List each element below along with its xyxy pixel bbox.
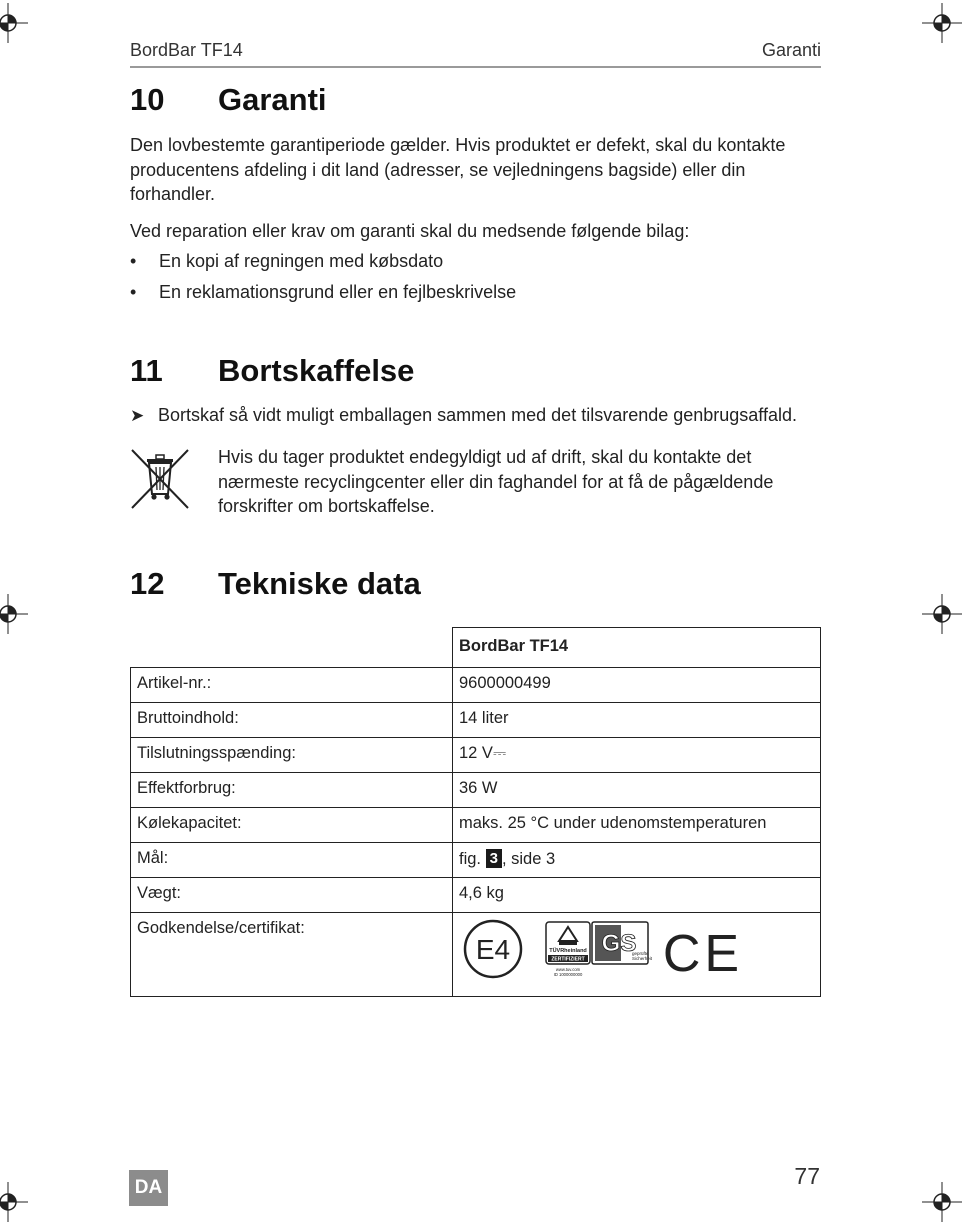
bullet-icon: • [130,251,137,271]
figure-ref-prefix: fig. [459,850,482,868]
spec-value: 36 W [453,773,821,808]
e-mark-logo [463,919,523,979]
header-product-name: BordBar TF14 [130,40,243,60]
crop-mark-bottom-left [0,1182,28,1222]
crop-mark-top-left [0,3,28,43]
language-badge: DA [129,1170,168,1206]
gs-subtitle-2: Sicherheit [632,956,653,961]
spec-label: Vægt: [131,878,453,913]
table-row [131,913,821,997]
tuv-gs-certification-logo [545,921,651,981]
page-number: 77 [794,1163,820,1189]
certification-logos [453,913,821,997]
section-title: Garanti [218,82,327,117]
gs-text: GS [601,930,637,957]
spec-label: Kølekapacitet: [131,808,453,843]
packaging-instruction-text: Bortskaf så vidt muligt emballagen sammen med det tilsvarende genbrugsaffald. [158,405,798,425]
spec-value: 4,6 kg [453,878,821,913]
bullet-icon: • [130,282,137,302]
section-11-heading [130,353,414,389]
table-row [131,738,821,773]
section-number: 12 [130,566,165,601]
section-number: 11 [130,353,163,388]
spec-label: Mål: [131,843,453,878]
spec-label: Artikel-nr.: [131,668,453,703]
table-corner-cell [131,628,453,668]
running-header [130,38,821,68]
spec-value [453,843,821,878]
tuv-url-text: www.tuv.com [555,967,581,972]
technical-data-table [130,627,821,997]
figure-ref-suffix: , side 3 [501,850,556,868]
table-row [131,773,821,808]
tuv-id-text: ID 1000000000 [553,972,583,977]
ce-mark-logo [662,925,744,983]
spec-value: 9600000499 [453,668,821,703]
packaging-instruction [130,405,797,426]
spec-label: Bruttoindhold: [131,703,453,738]
section-title: Bortskaffelse [218,353,415,388]
crop-mark-mid-right [922,594,962,634]
spec-label: Godkendelse/certifikat: [131,913,453,997]
arrow-right-icon: ➤ [130,406,145,425]
table-row [131,668,821,703]
list-item [130,251,443,272]
spec-value: 12 V⎓ [453,738,821,773]
spec-value: 14 liter [453,703,821,738]
table-header-row [131,628,821,668]
list-item [130,282,516,303]
crop-mark-top-right [922,3,962,43]
section-title: Tekniske data [218,566,421,601]
spec-label: Tilslutningsspænding: [131,738,453,773]
section-12-heading [130,566,421,602]
section-number: 10 [130,82,165,117]
table-row [131,703,821,738]
crop-mark-bottom-right [922,1182,962,1222]
gs-subtitle-1: geprüfte [632,951,649,956]
crop-mark-mid-left [0,594,28,634]
e-mark-text: E4 [475,934,511,965]
tuv-cert-text: ZERTIFIZIERT [551,956,585,963]
disposal-paragraph: Hvis du tager produktet endegyldigt ud af drift, skal du kontakte det nærmeste recyclingcenter eller din faghandel for at få de pågældende forskrifter om bortskaffelse. [218,447,774,516]
tuv-name-text: TÜVRheinland [549,948,587,954]
ce-text: CE [662,925,744,983]
spec-value: maks. 25 °C under udenomstemperaturen [453,808,821,843]
table-row [131,808,821,843]
list-item-text: En reklamationsgrund eller en fejlbeskrivelse [159,282,517,302]
warranty-paragraph: Den lovbestemte garantiperiode gælder. Hvis produktet er defekt, skal du kontakte producentens afdeling i dit land (adresser, se vejledningens bagside) eller din forhandler. [130,135,786,204]
warranty-requirements-intro: Ved reparation eller krav om garanti skal du medsende følgende bilag: [130,221,690,241]
header-chapter-name: Garanti [761,40,821,60]
figure-number-badge: 3 [486,849,502,868]
section-10-heading [130,82,327,118]
table-product-header: BordBar TF14 [453,628,821,668]
table-row [131,878,821,913]
list-item-text: En kopi af regningen med købsdato [159,251,444,271]
table-row [131,843,821,878]
spec-label: Effektforbrug: [131,773,453,808]
crossed-out-wheelie-bin-icon [130,448,190,510]
